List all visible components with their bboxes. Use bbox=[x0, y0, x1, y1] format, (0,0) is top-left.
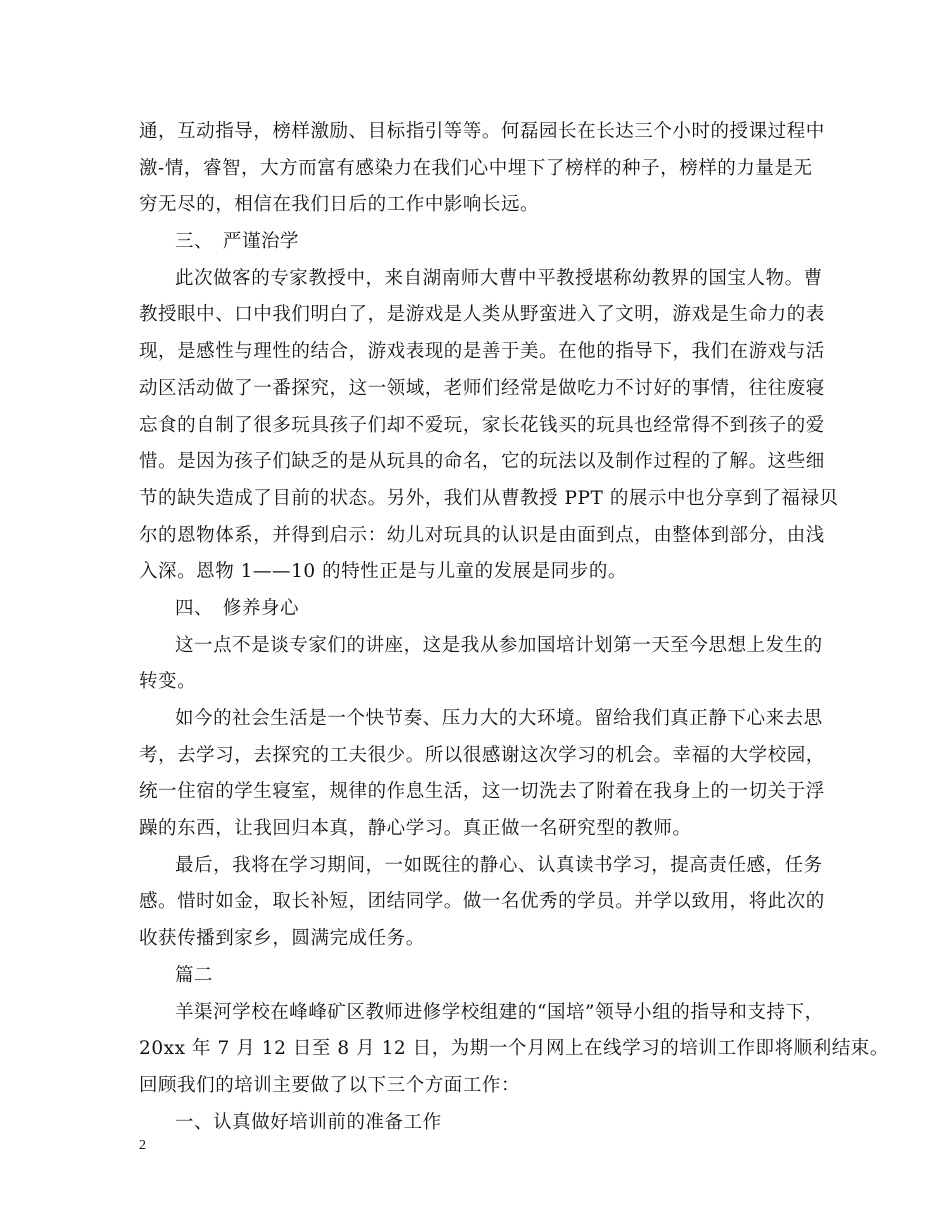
text-line: 感。惜时如金，取长补短，团结同学。做一名优秀的学员。并学以致用，将此次的 bbox=[139, 891, 825, 913]
text-line: 统一住宿的学生寝室，规律的作息生活，这一切洗去了附着在我身上的一切关于浮 bbox=[139, 781, 825, 803]
text-line: 忘食的自制了很多玩具孩子们却不爱玩，家长花钱买的玩具也经常得不到孩子的爱 bbox=[139, 414, 825, 436]
section-heading: 一、认真做好培训前的准备工作 bbox=[175, 1111, 442, 1133]
text-line: 教授眼中、口中我们明白了，是游戏是人类从野蛮进入了文明，游戏是生命力的表 bbox=[139, 304, 825, 326]
text-line: 羊渠河学校在峰峰矿区教师进修学校组建的“国培”领导小组的指导和支持下， bbox=[175, 1001, 824, 1023]
text-line: 最后，我将在学习期间，一如既往的静心、认真读书学习，提高责任感，任务 bbox=[175, 854, 823, 876]
text-line: 躁的东西，让我回归本真，静心学习。真正做一名研究型的教师。 bbox=[139, 818, 692, 840]
text-line: 动区活动做了一番探究，这一领域，老师们经常是做吃力不讨好的事情，往往废寝 bbox=[139, 377, 825, 399]
page-number: 2 bbox=[139, 1138, 146, 1153]
text-line: 穷无尽的，相信在我们日后的工作中影响长远。 bbox=[139, 194, 540, 216]
text-line: 考，去学习，去探究的工夫很少。所以很感谢这次学习的机会。幸福的大学校园， bbox=[139, 744, 825, 766]
text-line: 如今的社会生活是一个快节奏、压力大的大环境。留给我们真正静下心来去思 bbox=[175, 708, 823, 729]
text-line: 20xx 年 7 月 12 日至 8 月 12 日，为期一个月网上在线学习的培训工作即将顺利结束。 bbox=[139, 1038, 889, 1060]
text-line: 收获传播到家乡，圆满完成任务。 bbox=[139, 928, 425, 950]
text-line: 通，互动指导，榜样激励、目标指引等等。何磊园长在长达三个小时的授课过程中 bbox=[139, 121, 825, 142]
text-line: 现，是感性与理性的结合，游戏表现的是善于美。在他的指导下，我们在游戏与活 bbox=[139, 341, 825, 363]
text-line: 这一点不是谈专家们的讲座，这是我从参加国培计划第一天至今思想上发生的 bbox=[175, 634, 823, 656]
text-line: 此次做客的专家教授中，来自湖南师大曹中平教授堪称幼教界的国宝人物。曹 bbox=[175, 267, 823, 289]
document-body bbox=[139, 114, 889, 1141]
text-line: 激-情，睿智，大方而富有感染力在我们心中埋下了榜样的种子，榜样的力量是无 bbox=[139, 157, 813, 179]
text-line: 转变。 bbox=[139, 671, 197, 693]
text-block bbox=[139, 114, 889, 1141]
section-heading: 三、 严谨治学 bbox=[175, 231, 300, 253]
text-line: 惜。是因为孩子们缺乏的是从玩具的命名，它的玩法以及制作过程的了解。这些细 bbox=[139, 451, 825, 473]
text-line: 节的缺失造成了目前的状态。另外，我们从曹教授 PPT 的展示中也分享到了福禄贝 bbox=[139, 487, 839, 509]
section-heading: 篇二 bbox=[175, 964, 214, 986]
text-line: 尔的恩物体系，并得到启示：幼儿对玩具的认识是由面到点，由整体到部分，由浅 bbox=[139, 524, 825, 546]
text-line: 回顾我们的培训主要做了以下三个方面工作： bbox=[139, 1074, 521, 1096]
text-line: 入深。恩物 1——10 的特性正是与儿童的发展是同步的。 bbox=[139, 561, 627, 583]
section-heading: 四、 修养身心 bbox=[175, 597, 300, 619]
